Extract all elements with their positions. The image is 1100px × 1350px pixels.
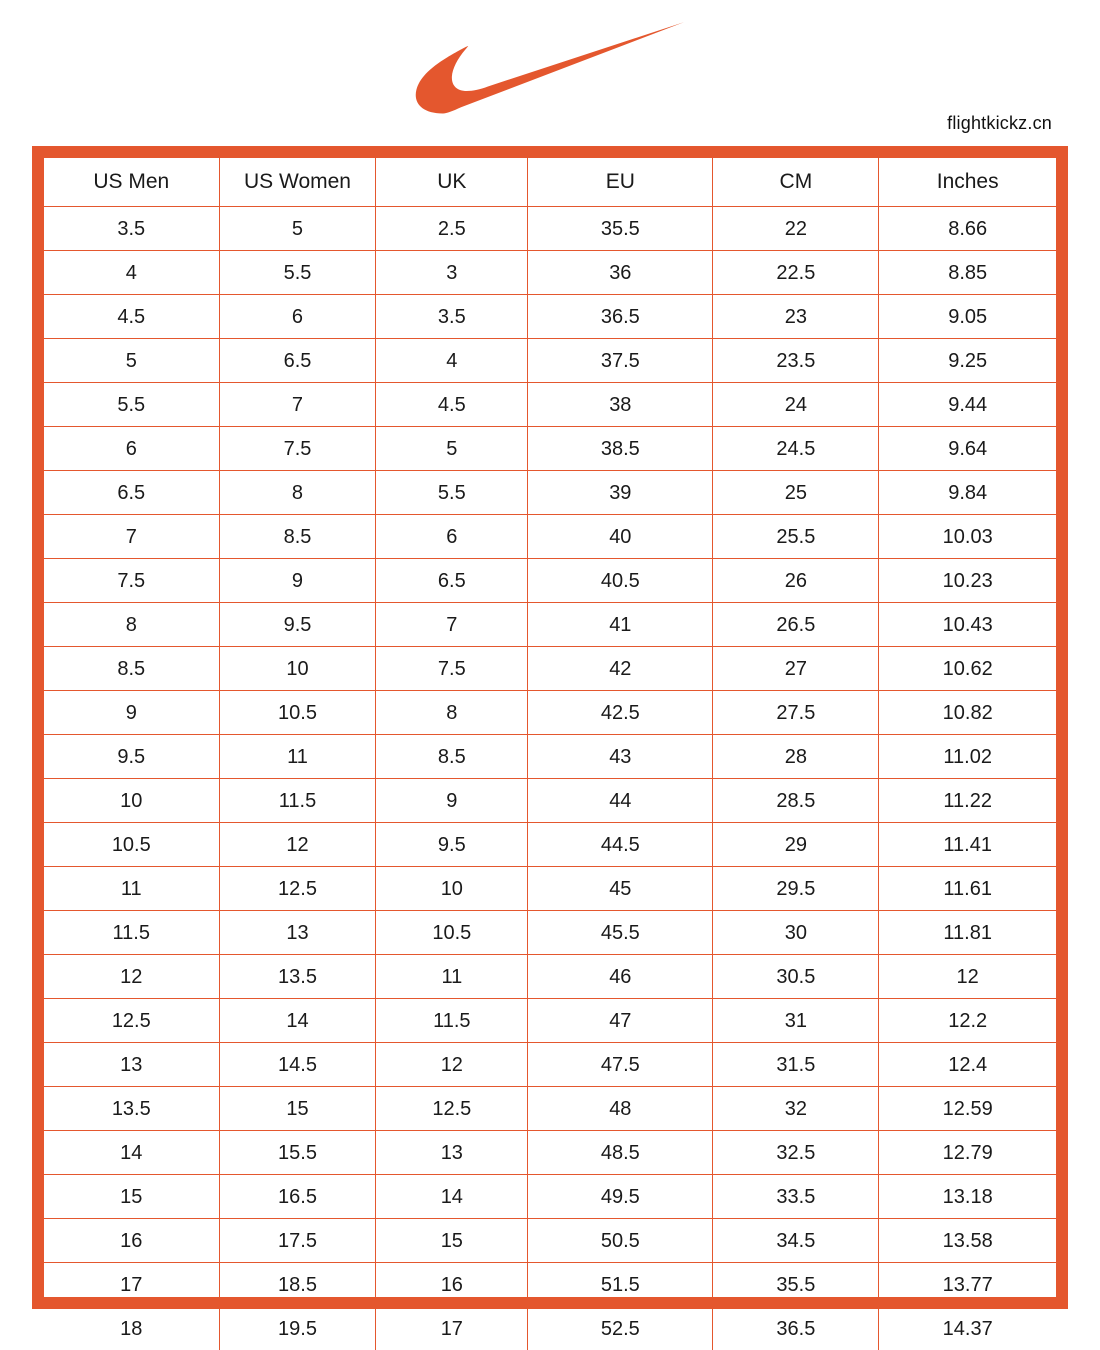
cell-uk: 12.5 <box>376 1087 528 1131</box>
cell-us-women: 6.5 <box>219 339 376 383</box>
cell-us-men: 10 <box>44 779 219 823</box>
cell-uk: 6 <box>376 515 528 559</box>
cell-inches: 10.43 <box>879 603 1056 647</box>
cell-uk: 13 <box>376 1131 528 1175</box>
cell-inches: 10.03 <box>879 515 1056 559</box>
cell-eu: 48 <box>528 1087 713 1131</box>
table-row <box>44 383 1056 427</box>
cell-cm: 35.5 <box>713 1263 879 1307</box>
table-row <box>44 559 1056 603</box>
cell-uk: 9.5 <box>376 823 528 867</box>
cell-us-men: 5.5 <box>44 383 219 427</box>
cell-cm: 26 <box>713 559 879 603</box>
cell-eu: 45.5 <box>528 911 713 955</box>
cell-inches: 12.4 <box>879 1043 1056 1087</box>
cell-uk: 9 <box>376 779 528 823</box>
cell-eu: 43 <box>528 735 713 779</box>
cell-cm: 31.5 <box>713 1043 879 1087</box>
cell-eu: 51.5 <box>528 1263 713 1307</box>
table-row <box>44 295 1056 339</box>
cell-inches: 11.41 <box>879 823 1056 867</box>
column-header-eu: EU <box>528 158 713 207</box>
cell-us-men: 15 <box>44 1175 219 1219</box>
cell-us-women: 11.5 <box>219 779 376 823</box>
cell-inches: 12 <box>879 955 1056 999</box>
table-row <box>44 515 1056 559</box>
cell-us-women: 10.5 <box>219 691 376 735</box>
cell-uk: 17 <box>376 1307 528 1350</box>
cell-inches: 11.22 <box>879 779 1056 823</box>
cell-us-men: 12.5 <box>44 999 219 1043</box>
cell-eu: 37.5 <box>528 339 713 383</box>
column-header-us-men: US Men <box>44 158 219 207</box>
cell-us-men: 9 <box>44 691 219 735</box>
cell-us-women: 9 <box>219 559 376 603</box>
cell-us-women: 5 <box>219 207 376 251</box>
cell-cm: 25.5 <box>713 515 879 559</box>
cell-inches: 8.66 <box>879 207 1056 251</box>
cell-us-men: 17 <box>44 1263 219 1307</box>
cell-us-women: 7 <box>219 383 376 427</box>
table-row <box>44 339 1056 383</box>
cell-cm: 24 <box>713 383 879 427</box>
table-row <box>44 779 1056 823</box>
table-header-row <box>44 158 1056 207</box>
table-row <box>44 1043 1056 1087</box>
size-table-frame <box>32 146 1068 1309</box>
cell-cm: 34.5 <box>713 1219 879 1263</box>
column-header-us-women: US Women <box>219 158 376 207</box>
cell-cm: 36.5 <box>713 1307 879 1350</box>
cell-cm: 32.5 <box>713 1131 879 1175</box>
cell-us-women: 16.5 <box>219 1175 376 1219</box>
cell-eu: 49.5 <box>528 1175 713 1219</box>
cell-us-men: 3.5 <box>44 207 219 251</box>
cell-eu: 38.5 <box>528 427 713 471</box>
cell-us-men: 13.5 <box>44 1087 219 1131</box>
cell-eu: 50.5 <box>528 1219 713 1263</box>
size-conversion-table <box>44 158 1056 1350</box>
cell-cm: 32 <box>713 1087 879 1131</box>
cell-us-men: 12 <box>44 955 219 999</box>
table-row <box>44 735 1056 779</box>
cell-eu: 36.5 <box>528 295 713 339</box>
cell-cm: 30 <box>713 911 879 955</box>
cell-uk: 4 <box>376 339 528 383</box>
cell-us-women: 10 <box>219 647 376 691</box>
cell-inches: 10.62 <box>879 647 1056 691</box>
cell-us-women: 14.5 <box>219 1043 376 1087</box>
cell-us-men: 7 <box>44 515 219 559</box>
cell-cm: 28.5 <box>713 779 879 823</box>
cell-uk: 3 <box>376 251 528 295</box>
cell-eu: 47 <box>528 999 713 1043</box>
cell-us-women: 17.5 <box>219 1219 376 1263</box>
cell-inches: 9.64 <box>879 427 1056 471</box>
cell-eu: 42.5 <box>528 691 713 735</box>
cell-eu: 44.5 <box>528 823 713 867</box>
brand-logo <box>0 18 1100 118</box>
cell-cm: 30.5 <box>713 955 879 999</box>
table-row <box>44 1131 1056 1175</box>
cell-eu: 39 <box>528 471 713 515</box>
cell-uk: 10 <box>376 867 528 911</box>
cell-cm: 23.5 <box>713 339 879 383</box>
table-row <box>44 251 1056 295</box>
cell-us-women: 19.5 <box>219 1307 376 1350</box>
cell-uk: 6.5 <box>376 559 528 603</box>
cell-inches: 10.23 <box>879 559 1056 603</box>
cell-inches: 11.81 <box>879 911 1056 955</box>
cell-uk: 8 <box>376 691 528 735</box>
cell-us-women: 15 <box>219 1087 376 1131</box>
cell-inches: 8.85 <box>879 251 1056 295</box>
cell-eu: 47.5 <box>528 1043 713 1087</box>
cell-us-men: 4 <box>44 251 219 295</box>
cell-us-men: 5 <box>44 339 219 383</box>
cell-us-women: 7.5 <box>219 427 376 471</box>
cell-us-women: 14 <box>219 999 376 1043</box>
cell-us-men: 8 <box>44 603 219 647</box>
cell-cm: 29 <box>713 823 879 867</box>
cell-eu: 48.5 <box>528 1131 713 1175</box>
cell-uk: 15 <box>376 1219 528 1263</box>
cell-us-men: 18 <box>44 1307 219 1350</box>
cell-uk: 3.5 <box>376 295 528 339</box>
column-header-uk: UK <box>376 158 528 207</box>
cell-uk: 12 <box>376 1043 528 1087</box>
cell-cm: 29.5 <box>713 867 879 911</box>
cell-cm: 28 <box>713 735 879 779</box>
cell-inches: 11.61 <box>879 867 1056 911</box>
table-row <box>44 603 1056 647</box>
cell-inches: 12.2 <box>879 999 1056 1043</box>
cell-us-men: 6.5 <box>44 471 219 515</box>
table-row <box>44 427 1056 471</box>
cell-cm: 24.5 <box>713 427 879 471</box>
cell-us-women: 9.5 <box>219 603 376 647</box>
column-header-inches: Inches <box>879 158 1056 207</box>
cell-us-men: 4.5 <box>44 295 219 339</box>
cell-cm: 22.5 <box>713 251 879 295</box>
cell-inches: 10.82 <box>879 691 1056 735</box>
cell-us-men: 9.5 <box>44 735 219 779</box>
cell-uk: 16 <box>376 1263 528 1307</box>
cell-cm: 33.5 <box>713 1175 879 1219</box>
cell-inches: 13.18 <box>879 1175 1056 1219</box>
cell-us-men: 7.5 <box>44 559 219 603</box>
table-row <box>44 691 1056 735</box>
cell-cm: 27 <box>713 647 879 691</box>
cell-us-women: 8.5 <box>219 515 376 559</box>
cell-cm: 25 <box>713 471 879 515</box>
table-row <box>44 207 1056 251</box>
cell-us-men: 11 <box>44 867 219 911</box>
cell-uk: 8.5 <box>376 735 528 779</box>
cell-uk: 11 <box>376 955 528 999</box>
cell-inches: 14.37 <box>879 1307 1056 1350</box>
table-row <box>44 1307 1056 1350</box>
cell-us-men: 8.5 <box>44 647 219 691</box>
cell-inches: 13.77 <box>879 1263 1056 1307</box>
cell-eu: 38 <box>528 383 713 427</box>
cell-eu: 45 <box>528 867 713 911</box>
cell-uk: 11.5 <box>376 999 528 1043</box>
cell-uk: 2.5 <box>376 207 528 251</box>
table-row <box>44 867 1056 911</box>
cell-us-women: 13 <box>219 911 376 955</box>
cell-inches: 13.58 <box>879 1219 1056 1263</box>
cell-us-men: 11.5 <box>44 911 219 955</box>
cell-inches: 11.02 <box>879 735 1056 779</box>
cell-us-women: 18.5 <box>219 1263 376 1307</box>
cell-us-men: 14 <box>44 1131 219 1175</box>
cell-us-men: 6 <box>44 427 219 471</box>
cell-inches: 9.84 <box>879 471 1056 515</box>
cell-cm: 26.5 <box>713 603 879 647</box>
cell-uk: 10.5 <box>376 911 528 955</box>
cell-cm: 22 <box>713 207 879 251</box>
cell-uk: 5.5 <box>376 471 528 515</box>
cell-eu: 36 <box>528 251 713 295</box>
cell-us-men: 16 <box>44 1219 219 1263</box>
cell-cm: 31 <box>713 999 879 1043</box>
table-row <box>44 1175 1056 1219</box>
cell-us-women: 6 <box>219 295 376 339</box>
cell-us-men: 13 <box>44 1043 219 1087</box>
table-row <box>44 471 1056 515</box>
cell-us-women: 5.5 <box>219 251 376 295</box>
cell-eu: 42 <box>528 647 713 691</box>
table-row <box>44 647 1056 691</box>
cell-eu: 41 <box>528 603 713 647</box>
column-header-cm: CM <box>713 158 879 207</box>
watermark-text: flightkickz.cn <box>947 113 1052 134</box>
cell-eu: 52.5 <box>528 1307 713 1350</box>
cell-us-men: 10.5 <box>44 823 219 867</box>
cell-inches: 9.25 <box>879 339 1056 383</box>
table-row <box>44 911 1056 955</box>
table-row <box>44 1263 1056 1307</box>
cell-inches: 12.79 <box>879 1131 1056 1175</box>
cell-eu: 35.5 <box>528 207 713 251</box>
cell-us-women: 12 <box>219 823 376 867</box>
cell-uk: 7 <box>376 603 528 647</box>
cell-inches: 9.05 <box>879 295 1056 339</box>
cell-uk: 4.5 <box>376 383 528 427</box>
cell-inches: 12.59 <box>879 1087 1056 1131</box>
cell-uk: 14 <box>376 1175 528 1219</box>
nike-swoosh-logo-icon <box>415 20 685 116</box>
cell-eu: 40.5 <box>528 559 713 603</box>
cell-eu: 46 <box>528 955 713 999</box>
cell-uk: 5 <box>376 427 528 471</box>
cell-us-women: 8 <box>219 471 376 515</box>
table-row <box>44 1087 1056 1131</box>
cell-us-women: 11 <box>219 735 376 779</box>
cell-eu: 40 <box>528 515 713 559</box>
cell-uk: 7.5 <box>376 647 528 691</box>
cell-inches: 9.44 <box>879 383 1056 427</box>
cell-us-women: 15.5 <box>219 1131 376 1175</box>
cell-us-women: 13.5 <box>219 955 376 999</box>
table-row <box>44 823 1056 867</box>
cell-eu: 44 <box>528 779 713 823</box>
table-row <box>44 1219 1056 1263</box>
table-row <box>44 955 1056 999</box>
table-row <box>44 999 1056 1043</box>
cell-us-women: 12.5 <box>219 867 376 911</box>
cell-cm: 27.5 <box>713 691 879 735</box>
cell-cm: 23 <box>713 295 879 339</box>
